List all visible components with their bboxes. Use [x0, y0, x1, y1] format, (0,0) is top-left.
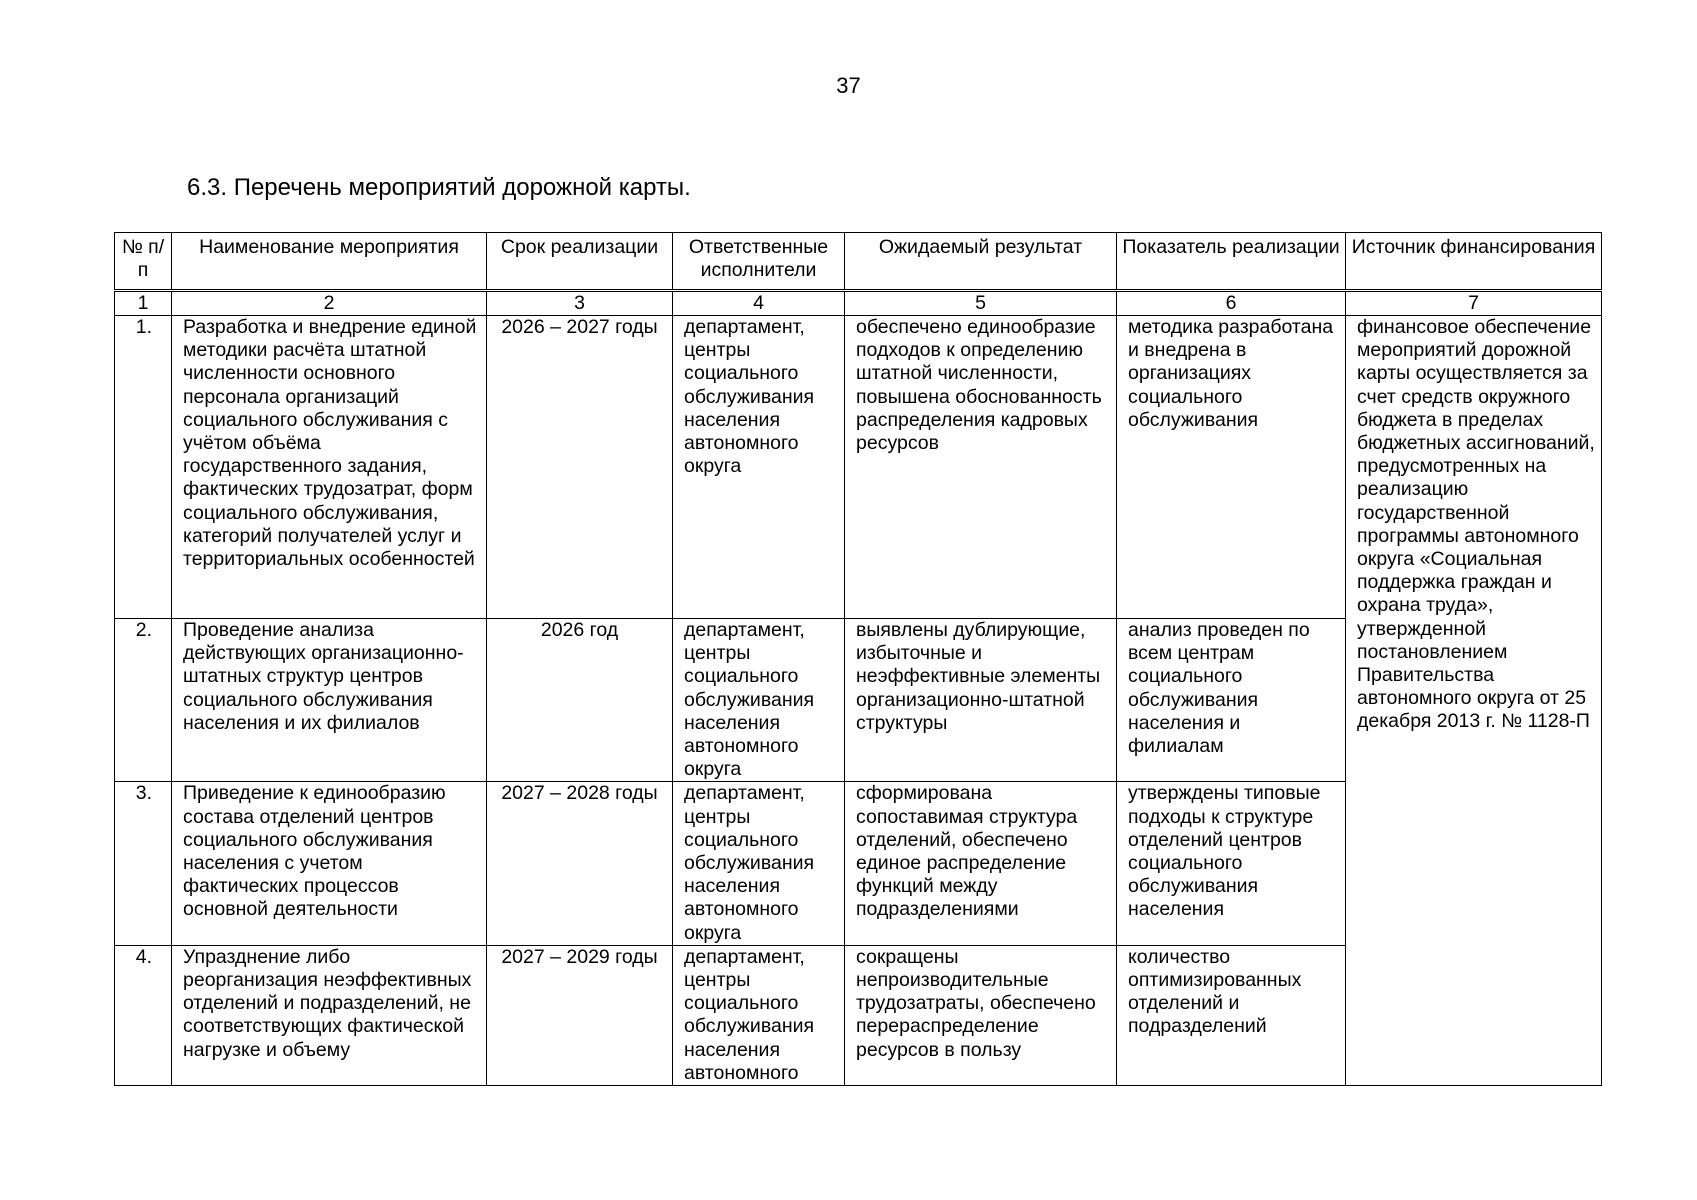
measure-name: Приведение к единообразию состава отделений центров социального обслуживания населения с учетом фактических процессов основной деятельности — [172, 782, 487, 945]
implementation-term: 2027 – 2029 годы — [487, 945, 673, 1085]
column-number: 3 — [487, 291, 673, 316]
header-name: Наименование мероприятия — [172, 233, 487, 291]
table-header-row — [115, 233, 1602, 291]
responsible-executors: департамент, центры социального обслуживания населения автономного — [673, 945, 845, 1085]
column-number: 2 — [172, 291, 487, 316]
implementation-indicator: количество оптимизированных отделений и подразделений — [1117, 945, 1346, 1085]
responsible-executors: департамент, центры социального обслуживания населения автономного округа — [673, 619, 845, 782]
header-financing: Источник финансирования — [1346, 233, 1602, 291]
expected-result: выявлены дублирующие, избыточные и неэффективные элементы организационно-штатной структуры — [845, 619, 1117, 782]
measure-name: Упразднение либо реорганизация неэффективных отделений и подразделений, не соответствующих фактической нагрузке и объему — [172, 945, 487, 1085]
row-number: 2. — [115, 619, 172, 782]
header-executors: Ответственные исполнители — [673, 233, 845, 291]
expected-result: сокращены непроизводительные трудозатраты, обеспечено перераспределение ресурсов в пользу — [845, 945, 1117, 1085]
expected-result: сформирована сопоставимая структура отделений, обеспечено единое распределение функций между подразделениями — [845, 782, 1117, 945]
column-number: 6 — [1117, 291, 1346, 316]
column-number-row — [115, 291, 1602, 316]
roadmap-table — [114, 232, 1602, 1086]
column-number: 7 — [1346, 291, 1602, 316]
implementation-term: 2026 год — [487, 619, 673, 782]
implementation-term: 2027 – 2028 годы — [487, 782, 673, 945]
responsible-executors: департамент, центры социального обслуживания населения автономного округа — [673, 316, 845, 619]
implementation-term: 2026 – 2027 годы — [487, 316, 673, 619]
header-num: № п/п — [115, 233, 172, 291]
section-title: 6.3. Перечень мероприятий дорожной карты. — [187, 174, 691, 201]
column-number: 1 — [115, 291, 172, 316]
expected-result: обеспечено единообразие подходов к определению штатной численности, повышена обоснованность распределения кадровых ресурсов — [845, 316, 1117, 619]
responsible-executors: департамент, центры социального обслуживания населения автономного округа — [673, 782, 845, 945]
implementation-indicator: методика разработана и внедрена в организациях социального обслуживания — [1117, 316, 1346, 619]
header-term: Срок реализации — [487, 233, 673, 291]
measure-name: Разработка и внедрение единой методики расчёта штатной численности основного персонала организаций социального обслуживания с учётом объёма государственного задания, фактических трудозатрат, форм социального обслуживания, категорий получателей услуг и территориальных особенностей — [172, 316, 487, 619]
page-number: 37 — [836, 73, 861, 98]
column-number: 4 — [673, 291, 845, 316]
row-number: 3. — [115, 782, 172, 945]
row-number: 4. — [115, 945, 172, 1085]
implementation-indicator: утверждены типовые подходы к структуре отделений центров социального обслуживания населения — [1117, 782, 1346, 945]
implementation-indicator: анализ проведен по всем центрам социального обслуживания населения и филиалам — [1117, 619, 1346, 782]
column-number: 5 — [845, 291, 1117, 316]
table-row — [115, 316, 1602, 619]
roadmap-table-container — [114, 232, 1601, 1086]
financing-source: финансовое обеспечение мероприятий дорожной карты осуществляется за счет средств окружного бюджета в пределах бюджетных ассигнований, предусмотренных на реализацию государственной программы автономного округа «Социальная поддержка граждан и охрана труда», утвержденной постановлением Правительства автономного округа от 25 декабря 2013 г. № 1128-П — [1346, 316, 1602, 1086]
header-indicator: Показатель реализации — [1117, 233, 1346, 291]
measure-name: Проведение анализа действующих организационно-штатных структур центров социального обслуживания населения и их филиалов — [172, 619, 487, 782]
header-result: Ожидаемый результат — [845, 233, 1117, 291]
row-number: 1. — [115, 316, 172, 619]
